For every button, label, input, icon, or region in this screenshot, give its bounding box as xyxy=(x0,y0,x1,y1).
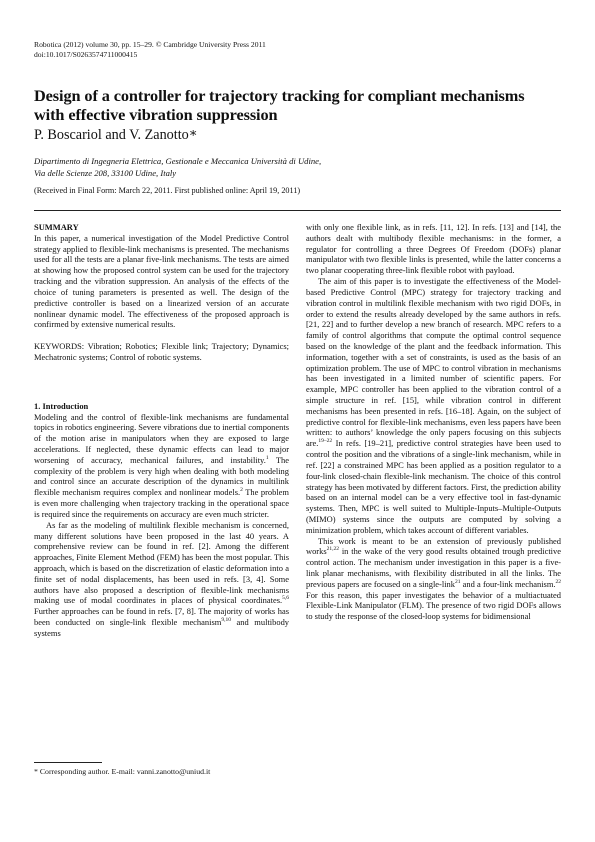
summary-text: In this paper, a numerical investigation of the Model Predictive Control strategy applied to flexible-link mechanisms is presented. The mechanisms used for all the tests are a planar five-link mechanisms. The tests are aimed at showing how the proposed control system can be used for the trajectory tracking and the vibration suppression. An analysis of the effects of the choice of tuning parameters is presented as well. The design of the predictive controller is based on a linearized version of an accurate nonlinear dynamic model. The effectiveness of the proposed approach is confirmed by extensive numerical results. xyxy=(34,232,289,330)
footnote-divider xyxy=(34,762,102,763)
doi: doi:10.1017/S0263574711000415 xyxy=(34,50,138,59)
journal-citation: Robotica (2012) volume 30, pp. 15–29. © Cambridge University Press 2011 xyxy=(34,40,266,49)
section-heading-introduction: 1. Introduction xyxy=(34,400,89,411)
authors xyxy=(34,127,198,144)
right-paragraph-1: with only one flexible link, as in refs. [11, 12]. In refs. [13] and [14], the authors dealt with multibody flexible mechanisms: in the former, a regulator for controlling a three Degrees Of Freedom (DOFs) planar manipulator with two flexible links is presented, while the latter concerns a two planar cooperating three-link flexible robot with payload. xyxy=(306,222,561,276)
intro-paragraph-2: As far as the modeling of multilink flexible mechanism is concerned, many different solutions have been proposed in the last 40 years. A comprehensive review can be found in ref. [2]. Among the different approaches, Finite Element Method (FEM) has been the most popular. This approach, which is based on the discretization of elastic deformation into a finite set of nodal displacements, has been used in refs. [3, 4]. Some authors have also proposed a description of flexible-link mechanisms making use of modal coordinates in places of physical coordinates.$^{5,6}$ Further approaches can be found in refs. [7, 8]. The majority of works has been conducted on single-link flexible mechanism$^{9,10}$ and multibody systems xyxy=(34,519,290,638)
received-dates: (Received in Final Form: March 22, 2011. First published online: April 19, 2011) xyxy=(34,186,301,195)
right-paragraph-3: This work is meant to be an extension of previously published works$^{21,22}$ in the wake of the very good results obtained trough predictive control action. The mechanism under investigation in this paper is a five-link planar mechanisms, with flexibility distributed in all the links. The previous papers are focused on a single-link$^{21}$ and a four-link mechanism.$^{22}$ For this reason, this paper investigates the behavior of a multiactuated Flexible-Link Manipulator (FLM). The presence of two rigid DOFs allows to study the response of the closed-loop systems for bidimensional xyxy=(306,535,561,622)
header-divider xyxy=(34,210,561,211)
corresponding-author-footnote: * Corresponding author. E-mail: vanni.zanotto@uniud.it xyxy=(34,767,211,776)
affiliation-line-1: Dipartimento di Ingegneria Elettrica, Gestionale e Meccanica Università di Udine, xyxy=(34,156,322,166)
right-paragraph-2: The aim of this paper is to investigate the effectiveness of the Model-based Predictive Control (MPC) strategy for trajectory tracking and vibration control in multilink flexible mechanism with two rigid DOFs, in order to extend the results already developed by the same authors in refs. [21, 22] and to further develop a new branch of research. MPC refers to a family of control algorithms that compute the optimal control sequence based on the knowledge of the plant and the feedback information. This information, together with a set of constraints, is used as the basis of an optimization problem. The use of MPC to control vibration in mechanisms has been investigated in a limited number of scientific papers. For example, MPC controller has been applied to the vibration control of a simple structure in ref. [15], while vibration control in different mechanisms has been presented in refs. [16–18]. Again, on the subject of predictive control for flexible-link mechanisms, even less papers have been written: to authors’ knowledge the only papers focusing on this subjects are.$^{19-22}$ In refs. [19–21], predictive control strategies have been used to control the position and the vibrations of a single-link mechanism, while in ref. [22] a constrained MPC has been applied as a position regulator to a four-link closed-chain flexible-link mechanism. The choice of this control strategy has been motivated by different factors. First, the prediction ability based on an internal model can be a very effective tool in fast-dynamic systems. Then, MPC is well suited to Multiple-Inputs–Multiple-Outputs (MIMO) systems since the outputs are computed by solving a minimization problem, which takes account of different variables. xyxy=(306,276,561,535)
corresponding-author-mark: ∗ xyxy=(188,125,198,140)
paper-title: Design of a controller for trajectory tracking for compliant mechanisms with effective vibration suppression xyxy=(34,86,525,124)
intro-paragraph-1: Modeling and the control of flexible-link mechanisms are fundamental topics in robotics engineering. Severe vibrations due to inertial components of the motion arise in manipulators when they are exposed to large accelerations. If neglected, these dynamic effects can lead to major worsening of accuracy, mechanical failures, and instability.$^1$ The complexity of the problem is very high when dealing with both modeling and control since an accurate description of the dynamics in multilink flexible mechanism requires complex and nonlinear models.$^2$ The problem is even more challenging when trajectory tracking in the operational space is required since the requirements on accuracy are even much stricter. xyxy=(34,411,290,519)
affiliation xyxy=(34,155,321,179)
affiliation-line-2: Via delle Scienze 208, 33100 Udine, Italy xyxy=(34,168,177,178)
keywords: KEYWORDS: Vibration; Robotics; Flexible link; Trajectory; Dynamics; Mechatronic systems; Control of robotic systems. xyxy=(34,341,289,362)
journal-info xyxy=(34,40,266,60)
right-column xyxy=(306,222,561,622)
summary-heading: SUMMARY xyxy=(34,222,79,232)
author-names: P. Boscariol and V. Zanotto xyxy=(34,127,189,143)
summary-section xyxy=(34,222,289,330)
left-column xyxy=(34,222,289,639)
